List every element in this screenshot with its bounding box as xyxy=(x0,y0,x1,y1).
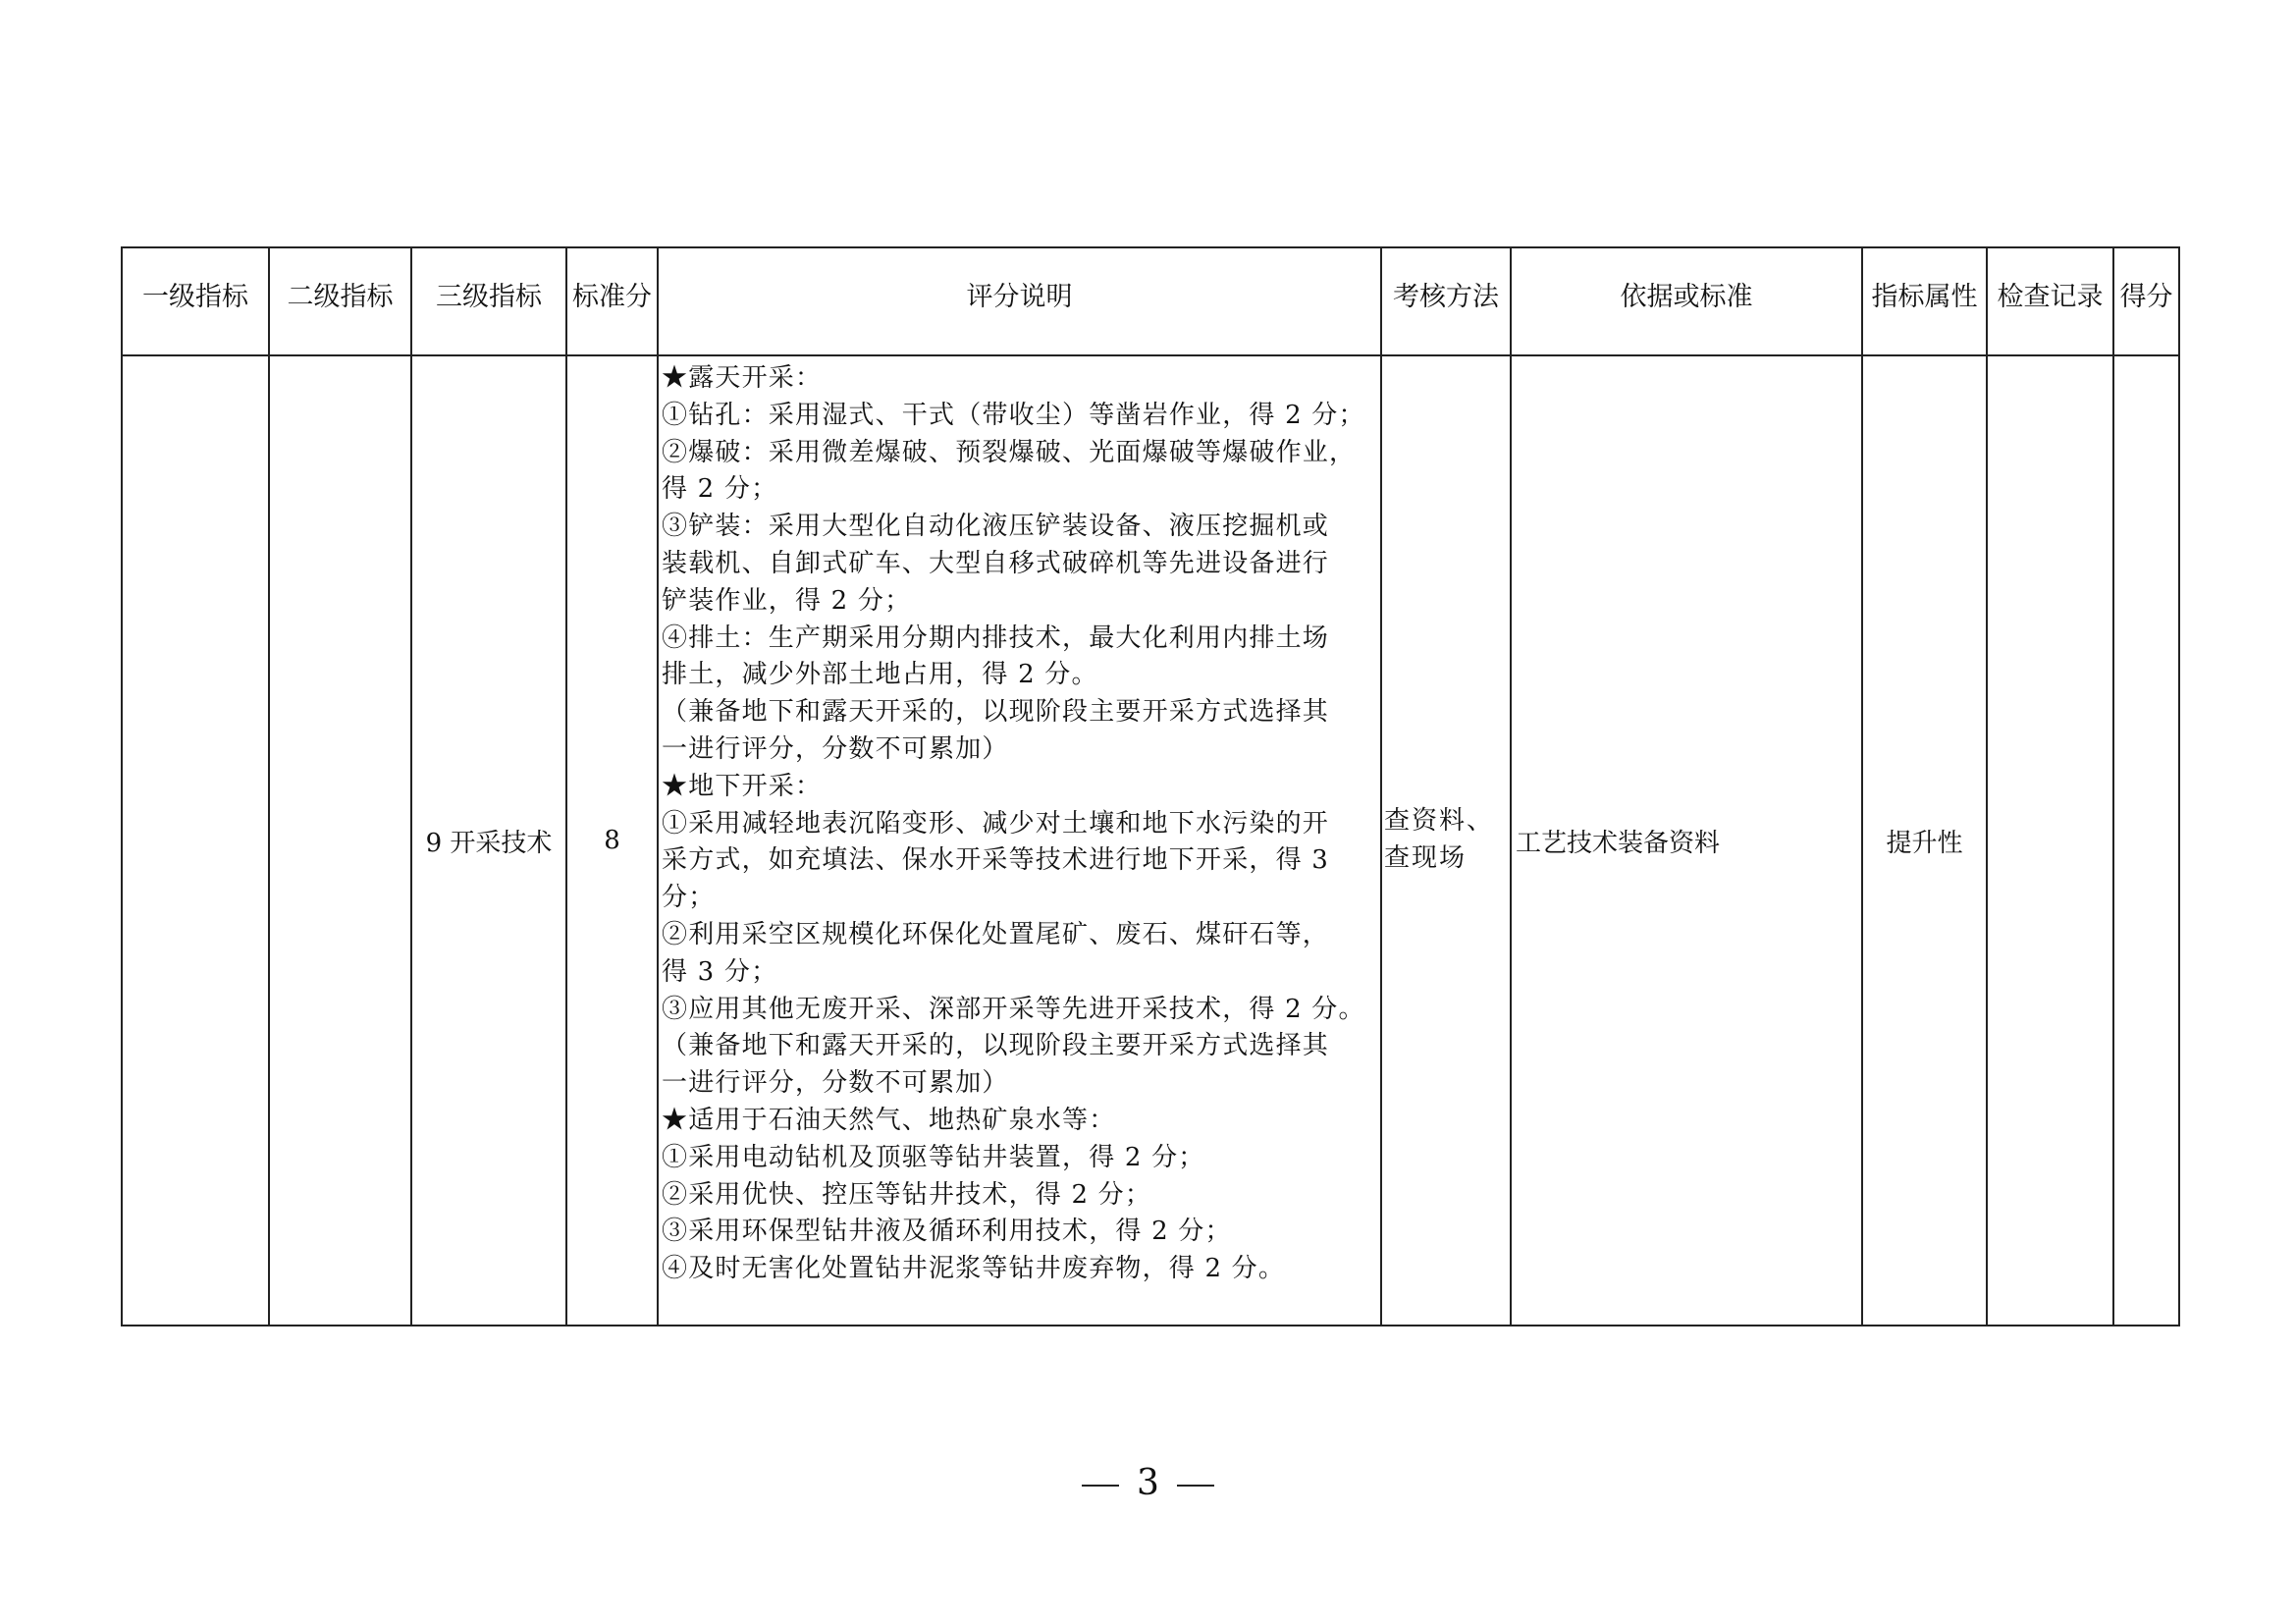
header-label: 二级指标 xyxy=(287,281,394,312)
cell-indicator-attribute: 提升性 xyxy=(1862,355,1987,1326)
description-line: 一进行评分，分数不可累加） xyxy=(662,733,1009,764)
header-basis-or-standard xyxy=(1511,247,1862,355)
description-line: 一进行评分，分数不可累加） xyxy=(662,1068,1009,1099)
header-label: 标准分 xyxy=(572,281,652,312)
description-line: 铲装作业，得 2 分； xyxy=(662,585,912,616)
header-label: 一级指标 xyxy=(142,281,248,312)
table-row xyxy=(122,355,2179,1326)
cell-score xyxy=(2113,355,2179,1326)
page-number: 3 xyxy=(1137,1463,1159,1503)
description-line: ④排土：生产期采用分期内排技术，最大化利用内排土场 xyxy=(662,623,1330,653)
cell-level1-indicator xyxy=(122,355,269,1326)
header-label: 三级指标 xyxy=(436,281,542,312)
header-scoring-description xyxy=(658,247,1381,355)
header-label: 检查记录 xyxy=(1997,281,2104,312)
page-footer xyxy=(0,1463,2296,1503)
cell-basis-or-standard: 工艺技术装备资料 xyxy=(1511,355,1862,1326)
description-line: 得 3 分； xyxy=(662,956,778,987)
cell-assessment-method xyxy=(1381,355,1511,1326)
footer-dash-left xyxy=(1082,1485,1119,1487)
header-score xyxy=(2113,247,2179,355)
method-line: 查现场 xyxy=(1384,843,1468,873)
description-line: ③采用环保型钻井液及循环利用技术，得 2 分； xyxy=(662,1217,1232,1247)
footer-dash-right xyxy=(1177,1485,1214,1487)
description-line: 分； xyxy=(662,883,716,913)
description-line: ③应用其他无废开采、深部开采等先进开采技术，得 2 分。 xyxy=(662,994,1365,1024)
header-level3-indicator xyxy=(411,247,566,355)
evaluation-table xyxy=(121,246,2180,1326)
header-level2-indicator xyxy=(269,247,411,355)
description-line: ★适用于石油天然气、地热矿泉水等： xyxy=(662,1105,1116,1135)
description-line: ①采用电动钻机及顶驱等钻井装置，得 2 分； xyxy=(662,1142,1205,1172)
description-line: ④及时无害化处置钻井泥浆等钻井废弃物，得 2 分。 xyxy=(662,1254,1286,1284)
cell-level3-indicator: 9 开采技术 xyxy=(411,355,566,1326)
cell-standard-score: 8 xyxy=(566,355,658,1326)
header-standard-score xyxy=(566,247,658,355)
description-line: ②利用采空区规模化环保化处置尾矿、废石、煤矸石等， xyxy=(662,919,1330,949)
description-line: 装载机、自卸式矿车、大型自移式破碎机等先进设备进行 xyxy=(662,548,1330,578)
description-line: ③铲装：采用大型化自动化液压铲装设备、液压挖掘机或 xyxy=(662,512,1330,542)
description-line: ★露天开采： xyxy=(662,363,823,393)
description-line: ①钻孔：采用湿式、干式（带收尘）等凿岩作业，得 2 分； xyxy=(662,400,1365,430)
cell-inspection-record xyxy=(1987,355,2113,1326)
description-line: ★地下开采： xyxy=(662,771,823,801)
description-line: 采方式，如充填法、保水开采等技术进行地下开采，得 3 xyxy=(662,845,1330,876)
description-line: ①采用减轻地表沉陷变形、减少对土壤和地下水污染的开 xyxy=(662,808,1330,839)
header-assessment-method xyxy=(1381,247,1511,355)
description-line: （兼备地下和露天开采的，以现阶段主要开采方式选择其 xyxy=(662,1031,1330,1061)
header-label: 考核方法 xyxy=(1393,281,1499,312)
cell-scoring-description xyxy=(658,355,1381,1326)
method-line: 查资料、 xyxy=(1384,806,1495,837)
header-level1-indicator xyxy=(122,247,269,355)
header-label: 依据或标准 xyxy=(1620,281,1753,312)
cell-level2-indicator xyxy=(269,355,411,1326)
header-label: 指标属性 xyxy=(1871,281,1978,312)
description-line: 得 2 分； xyxy=(662,474,778,505)
description-line: 排土，减少外部土地占用，得 2 分。 xyxy=(662,660,1098,690)
table-header-row xyxy=(122,247,2179,355)
header-label: 得分 xyxy=(2119,281,2173,312)
header-indicator-attribute xyxy=(1862,247,1987,355)
description-line: （兼备地下和露天开采的，以现阶段主要开采方式选择其 xyxy=(662,697,1330,728)
header-inspection-record xyxy=(1987,247,2113,355)
description-line: ②采用优快、控压等钻井技术，得 2 分； xyxy=(662,1179,1152,1210)
description-line: ②爆破：采用微差爆破、预裂爆破、光面爆破等爆破作业， xyxy=(662,437,1357,467)
header-label: 评分说明 xyxy=(966,281,1073,312)
